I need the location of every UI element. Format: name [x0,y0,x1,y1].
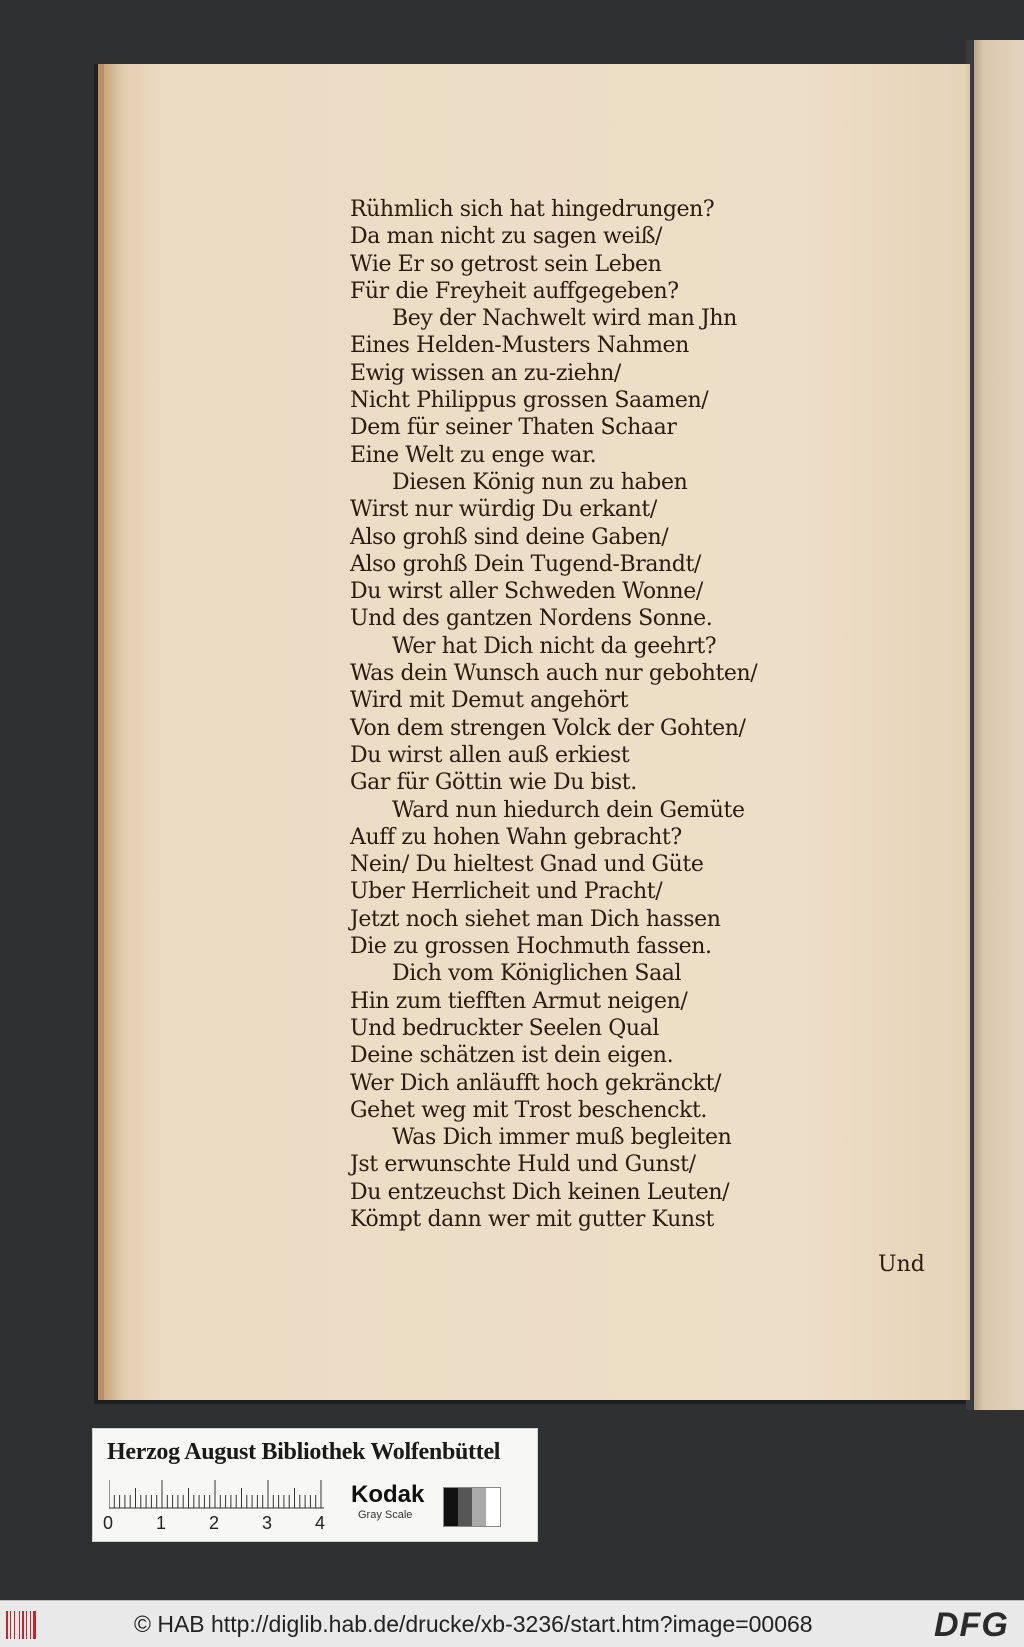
poem-line: Du wirst allen auß erkiest [350,742,630,768]
poem-line: Nicht Philippus grossen Saamen/ [350,388,709,414]
swatch-dark-gray [458,1488,472,1526]
source-url[interactable]: © HAB http://diglib.hab.de/drucke/xb-3236/start.htm?image=00068 [134,1611,813,1637]
poem-line: Gar für Göttin wie Du bist. [350,770,637,796]
swatch-black [444,1488,458,1526]
footer-bar [0,1600,1024,1647]
poem-line: Ward nun hiedurch dein Gemüte [392,797,745,823]
poem-line: Eines Helden-Musters Nahmen [350,333,689,359]
poem-line: Bey der Nachwelt wird man Jhn [392,306,737,332]
dfg-logo: DFG [934,1606,1009,1644]
poem-line: Wirst nur würdig Du erkant/ [350,497,657,523]
swatch-white [486,1488,500,1526]
gray-scale-label: Gray Scale [358,1509,413,1521]
poem-line: Rühmlich sich hat hingedrungen? [350,197,715,222]
poem-line: Eine Welt zu enge war. [350,442,597,468]
poem-line: Kömpt dann wer mit gutter Kunst [350,1206,714,1232]
ruler-scale [109,1479,329,1509]
poem-line: Und des gantzen Nordens Sonne. [350,606,713,632]
poem-line: Dem für seiner Thaten Schaar [350,415,677,441]
poem-line: Ewig wissen an zu-ziehn/ [350,360,621,386]
poem-line: Was dein Wunsch auch nur gebohten/ [350,661,758,687]
ruler-number: 2 [209,1513,220,1533]
poem-line: Also grohß sind deine Gaben/ [350,524,669,550]
facing-page-edge [974,40,1024,1410]
poem-line: Du wirst aller Schweden Wonne/ [350,579,703,605]
poem-line: Für die Freyheit auffgegeben? [350,278,679,304]
ruler-number: 3 [262,1513,273,1533]
library-color-card [92,1428,538,1542]
barcode-bar [10,1611,11,1639]
barcode-bar [6,1611,8,1639]
ruler-number: 0 [103,1513,114,1533]
poem-line: Da man nicht zu sagen weiß/ [350,224,663,250]
poem-line: Wer hat Dich nicht da geehrt? [392,633,717,659]
ruler-number: 4 [315,1513,326,1533]
barcode-icon [6,1611,46,1639]
poem-line: Also grohß Dein Tugend-Brandt/ [350,551,701,577]
library-name: Herzog August Bibliothek Wolfenbüttel [107,1439,501,1465]
poem-text [350,196,800,1233]
poem-line: Was Dich immer muß begleiten [392,1125,732,1151]
poem-line: Wird mit Demut angehört [350,688,629,714]
barcode-bar [19,1611,20,1639]
poem-line: Diesen König nun zu haben [392,469,688,495]
poem-line: Auff zu hohen Wahn gebracht? [350,824,682,850]
poem-line: Und bedruckter Seelen Qual [350,1015,659,1041]
ruler-number: 1 [156,1513,167,1533]
kodak-brand: Kodak [351,1481,425,1508]
poem-line: Hin zum tiefften Armut neigen/ [350,988,688,1014]
barcode-bar [14,1611,15,1639]
poem-line: Du entzeuchst Dich keinen Leuten/ [350,1179,730,1205]
poem-line: Jst erwunschte Huld und Gunst/ [350,1152,696,1178]
catchword: Und [878,1252,925,1277]
poem-line: Gehet weg mit Trost beschenckt. [350,1097,707,1123]
poem-line: Dich vom Königlichen Saal [392,961,682,987]
poem-line: Jetzt noch siehet man Dich hassen [350,906,721,932]
poem-line: Uber Herrlicheit und Pracht/ [350,879,663,905]
barcode-bar [26,1611,27,1639]
barcode-bar [22,1611,24,1639]
swatch-light-gray [472,1488,486,1526]
barcode-bar [33,1611,36,1639]
poem-line: Von dem strengen Volck der Gohten/ [350,715,746,741]
poem-line: Nein/ Du hieltest Gnad und Güte [350,852,704,878]
poem-line: Die zu grossen Hochmuth fassen. [350,934,712,960]
gray-swatches [443,1487,501,1527]
poem-line: Wie Er so getrost sein Leben [350,251,662,277]
poem-line: Wer Dich anläufft hoch gekränckt/ [350,1070,722,1096]
barcode-bar [30,1611,31,1639]
poem-line: Deine schätzen ist dein eigen. [350,1043,674,1069]
